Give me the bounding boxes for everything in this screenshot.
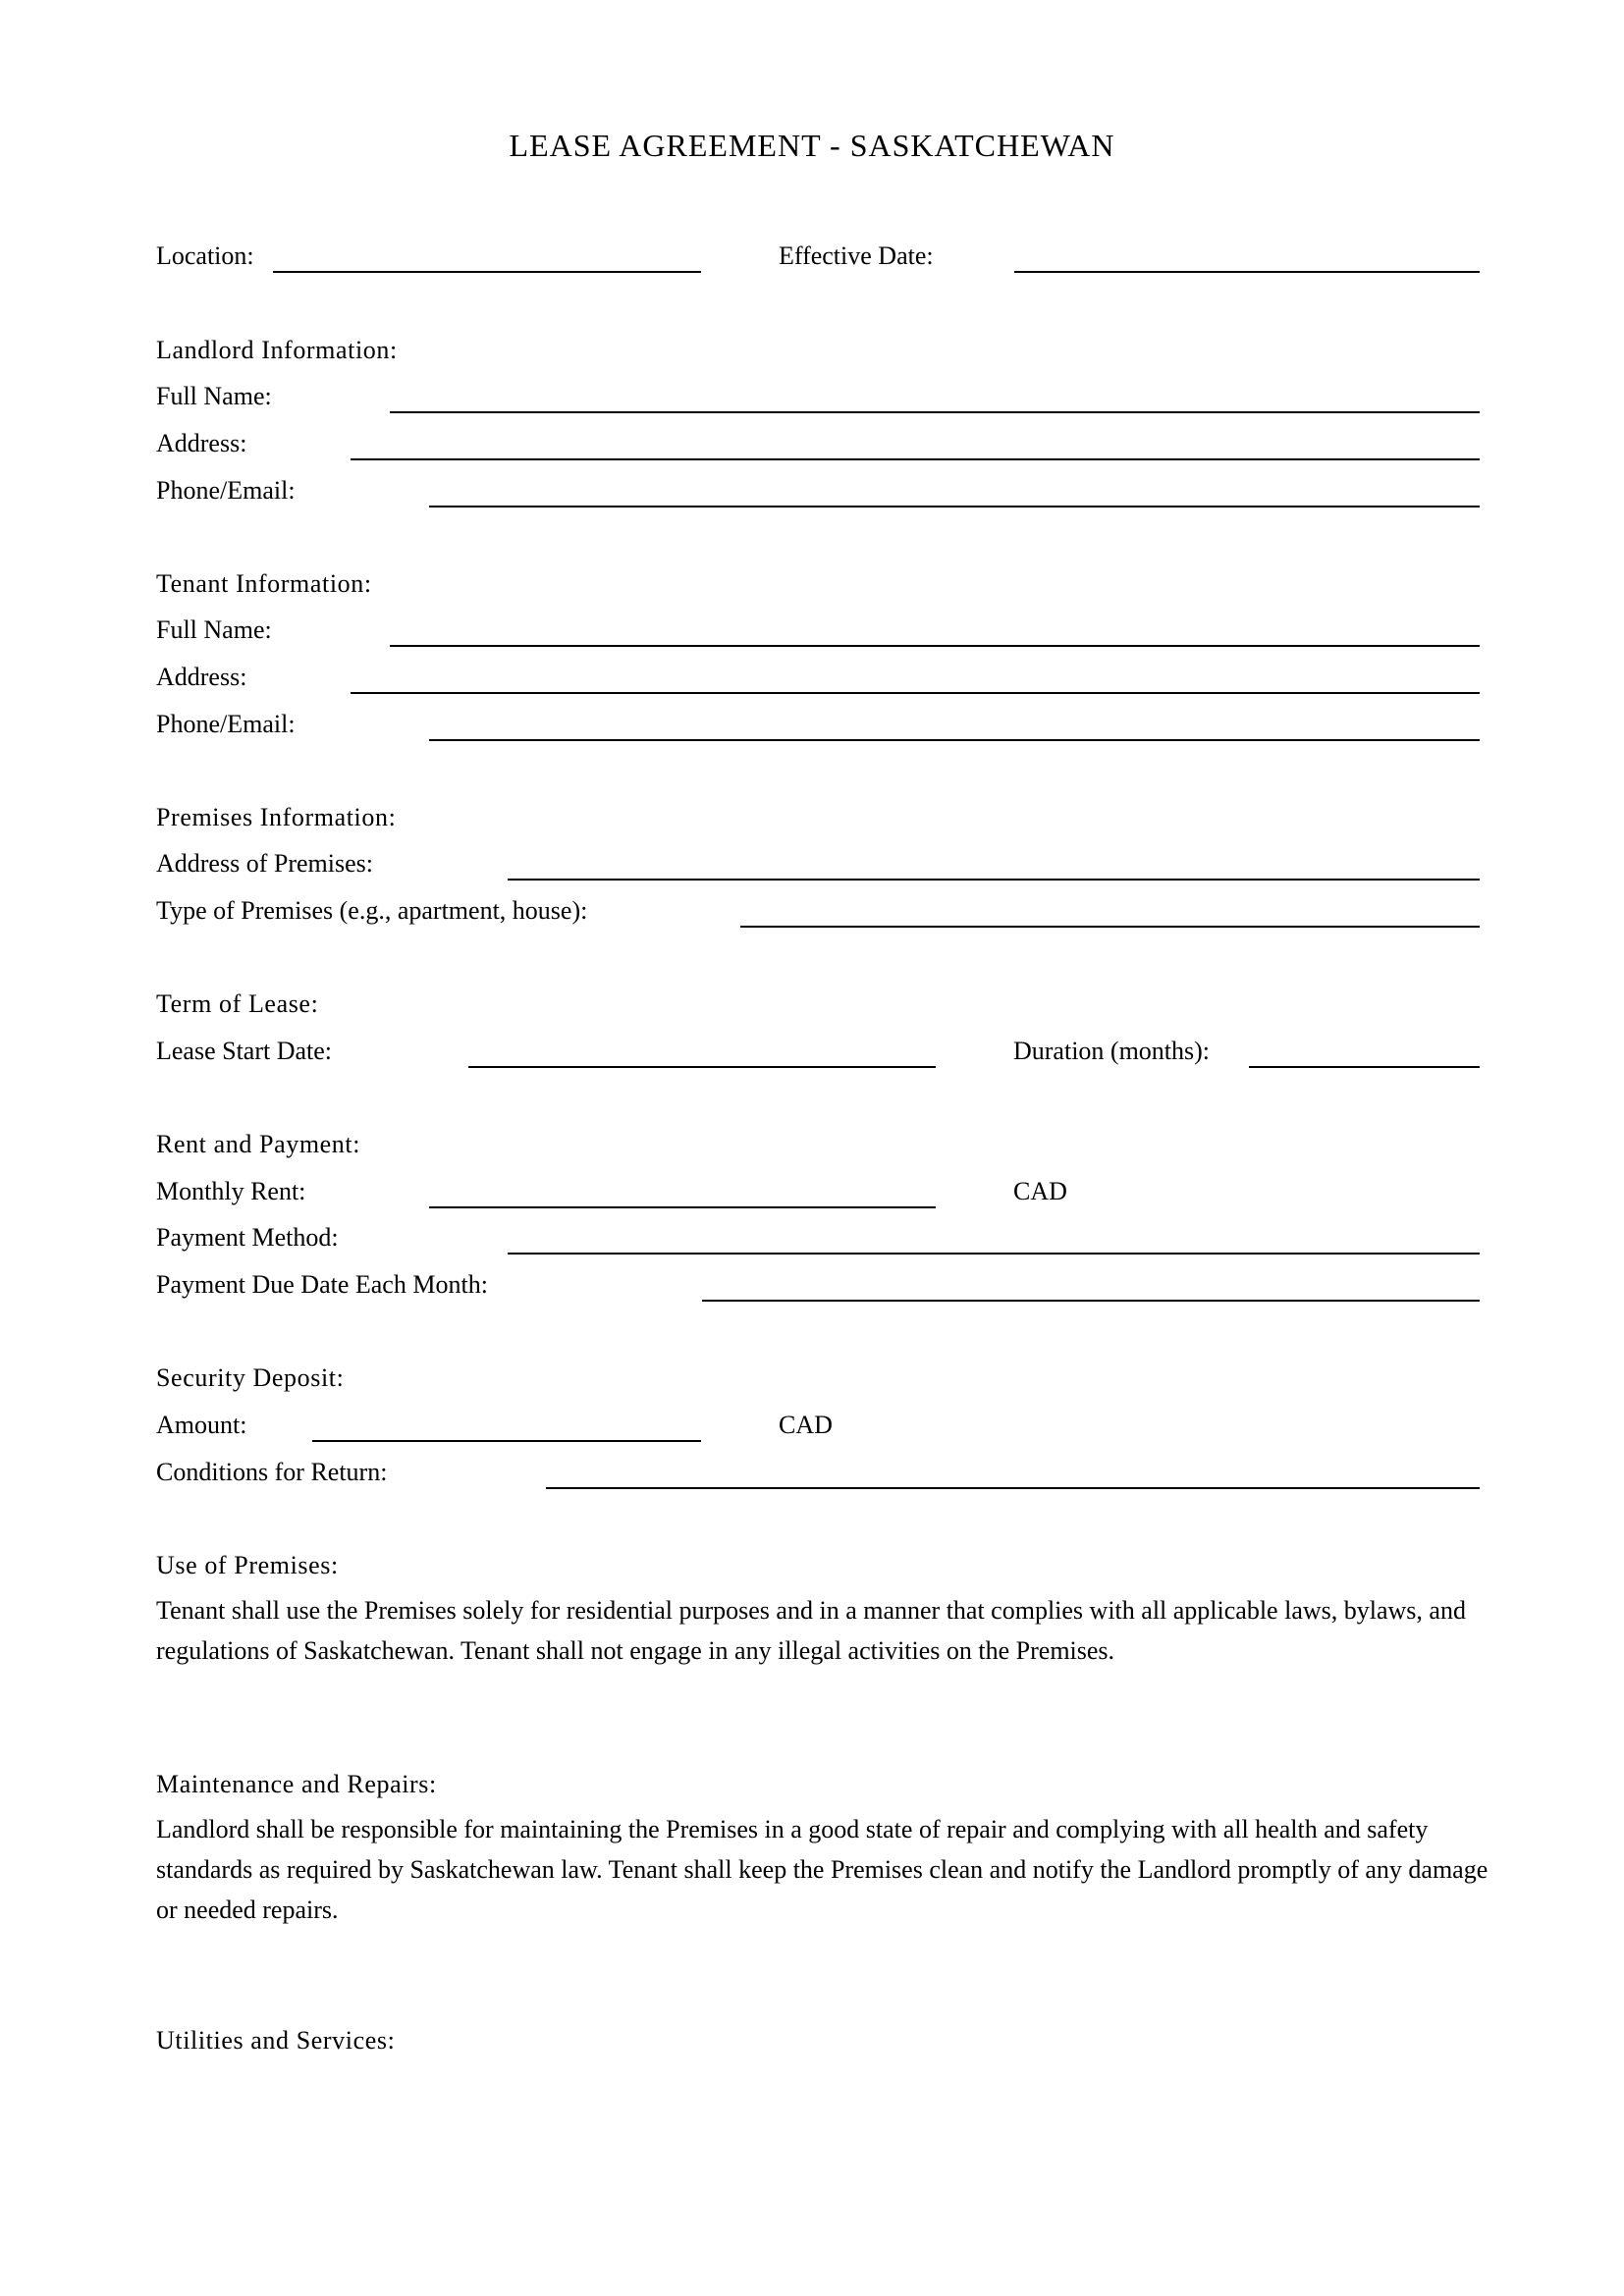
document-title: LEASE AGREEMENT - SASKATCHEWAN (509, 128, 1115, 163)
tenant-address-field[interactable] (351, 692, 1480, 694)
lease-start-date-field[interactable] (468, 1066, 936, 1068)
payment-due-date-label: Payment Due Date Each Month: (156, 1270, 488, 1299)
landlord-heading: Landlord Information: (156, 336, 398, 364)
payment-method-label: Payment Method: (156, 1223, 339, 1252)
deposit-conditions-label: Conditions for Return: (156, 1458, 388, 1486)
duration-field[interactable] (1249, 1066, 1480, 1068)
landlord-phone-email-field[interactable] (429, 506, 1480, 507)
tenant-full-name-label: Full Name: (156, 615, 272, 644)
location-label: Location: (156, 241, 254, 270)
lease-start-date-label: Lease Start Date: (156, 1037, 333, 1065)
monthly-rent-currency: CAD (1013, 1177, 1067, 1205)
utilities-heading: Utilities and Services: (156, 2026, 396, 2055)
landlord-phone-email-label: Phone/Email: (156, 476, 296, 505)
payment-due-date-field[interactable] (702, 1300, 1480, 1302)
effective-date-field[interactable] (1014, 271, 1480, 273)
premises-heading: Premises Information: (156, 803, 397, 831)
tenant-heading: Tenant Information: (156, 569, 372, 598)
payment-method-field[interactable] (508, 1253, 1480, 1255)
landlord-address-label: Address: (156, 429, 247, 457)
maintenance-heading: Maintenance and Repairs: (156, 1770, 437, 1798)
tenant-full-name-field[interactable] (390, 645, 1480, 647)
duration-label: Duration (months): (1013, 1037, 1211, 1065)
use-of-premises-heading: Use of Premises: (156, 1551, 339, 1579)
landlord-address-field[interactable] (351, 458, 1480, 460)
premises-type-field[interactable] (740, 926, 1480, 928)
tenant-phone-email-field[interactable] (429, 739, 1480, 741)
deposit-currency: CAD (779, 1411, 833, 1439)
premises-address-field[interactable] (508, 879, 1480, 881)
premises-address-label: Address of Premises: (156, 849, 373, 878)
landlord-full-name-field[interactable] (390, 411, 1480, 413)
rent-heading: Rent and Payment: (156, 1130, 361, 1158)
effective-date-label: Effective Date: (779, 241, 934, 270)
deposit-amount-label: Amount: (156, 1411, 247, 1439)
deposit-heading: Security Deposit: (156, 1363, 345, 1392)
tenant-phone-email-label: Phone/Email: (156, 710, 296, 738)
deposit-conditions-field[interactable] (546, 1487, 1480, 1489)
maintenance-text: Landlord shall be responsible for maintaining the Premises in a good state of repair and complying with all health and safety standards as required by Saskatchewan law. Tenant shall keep the Premises clean and notify the Landlord promptly of any damage or needed repairs. (156, 1815, 1489, 1924)
location-field[interactable] (273, 271, 701, 273)
tenant-address-label: Address: (156, 663, 247, 691)
monthly-rent-field[interactable] (429, 1206, 936, 1208)
term-heading: Term of Lease: (156, 989, 319, 1018)
use-of-premises-text: Tenant shall use the Premises solely for residential purposes and in a manner that complies with all applicable laws, bylaws, and regulations of Saskatchewan. Tenant shall not engage in any illegal activities on the Premises. (156, 1596, 1466, 1665)
deposit-amount-field[interactable] (312, 1440, 701, 1442)
landlord-full-name-label: Full Name: (156, 382, 272, 410)
premises-type-label: Type of Premises (e.g., apartment, house): (156, 896, 588, 925)
monthly-rent-label: Monthly Rent: (156, 1177, 306, 1205)
